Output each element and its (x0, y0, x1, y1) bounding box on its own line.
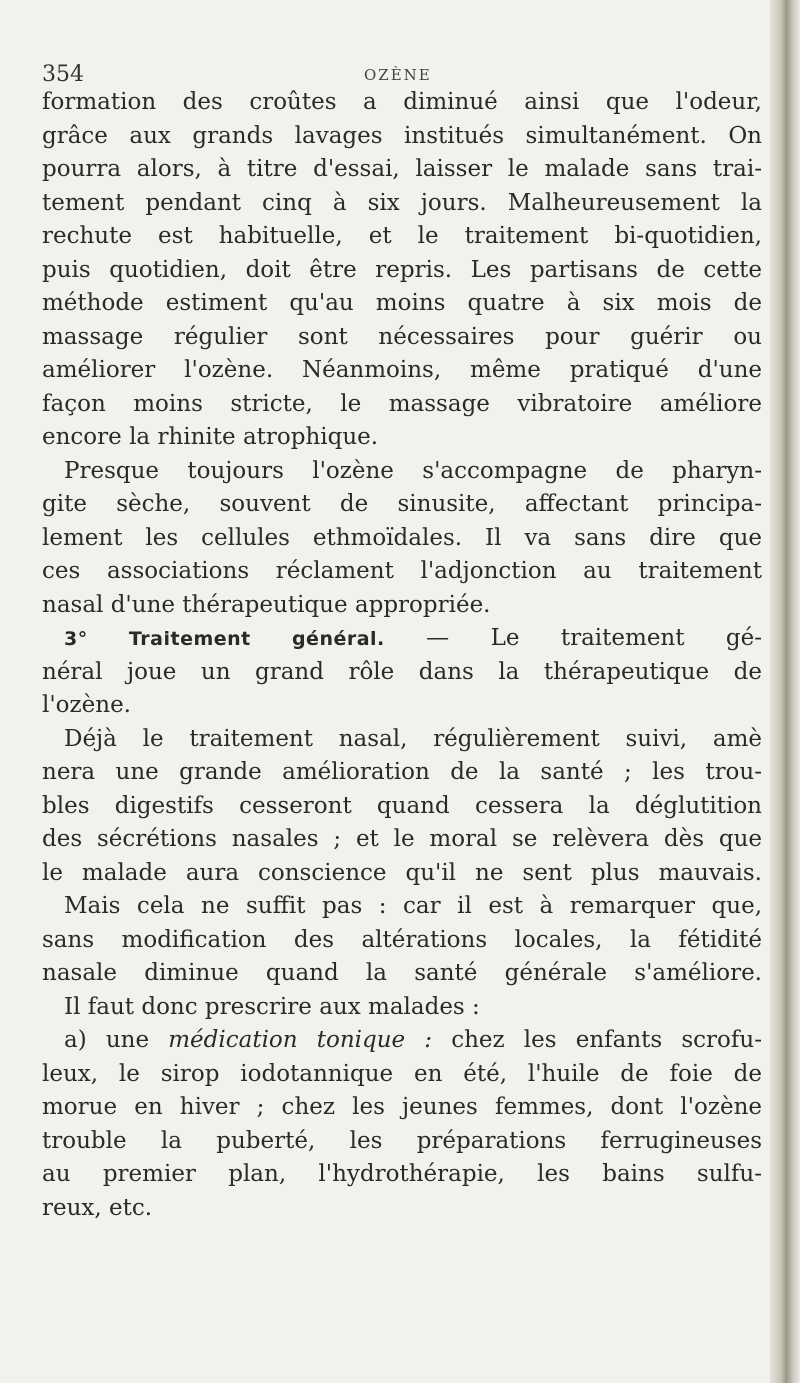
line-text: nera une grande amélioration de la santé ; les trou- (42, 759, 762, 785)
text-line (42, 153, 762, 187)
text-line (42, 254, 762, 288)
line-text: Presque toujours l'ozène s'accompagne de pharyn- (64, 457, 762, 484)
text-line (42, 321, 762, 355)
line-text: puis quotidien, doit être repris. Les partisans de cette (42, 256, 762, 283)
line-text: améliorer l'ozène. Néanmoins, même pratiqué d'une (42, 357, 762, 383)
page-number: 354 (42, 62, 84, 87)
line-text: sans modification des altérations locales, la fétidité (42, 926, 762, 953)
line-text: bles digestifs cesseront quand cessera la déglutition (42, 792, 762, 819)
line-text: au premier plan, l'hydrothérapie, les bains sulfu- (42, 1161, 762, 1187)
italic-term: médication tonique : (168, 1027, 433, 1053)
text-line (42, 1091, 762, 1125)
line-text: morue en hiver ; chez les jeunes femmes, dont l'ozène (42, 1094, 762, 1120)
text-line (42, 220, 762, 254)
text-line (42, 1192, 762, 1226)
line-prefix: a) une (64, 1027, 169, 1053)
text-line (42, 555, 762, 589)
line-text: massage régulier sont nécessaires pour guérir ou (42, 323, 762, 350)
line-text: lement les cellules ethmoïdales. Il va sans dire que (42, 524, 762, 551)
text-line (42, 991, 762, 1025)
page-edge-shadow (770, 0, 800, 1383)
text-line (42, 187, 762, 221)
text-line (42, 287, 762, 321)
text-line (42, 120, 762, 154)
text-line (42, 1125, 762, 1159)
line-text: grâce aux grands lavages institués simultanément. On (42, 122, 762, 149)
text-line (42, 723, 762, 757)
text-line (42, 823, 762, 857)
line-text: pourra alors, à titre d'essai, laisser le malade sans trai- (42, 156, 762, 182)
line-text: le malade aura conscience qu'il ne sent plus mauvais. (42, 859, 762, 886)
text-line (42, 1024, 762, 1058)
text-line (42, 354, 762, 388)
text-line (42, 388, 762, 422)
text-line (42, 689, 762, 723)
text-line (42, 790, 762, 824)
text-line (42, 890, 762, 924)
line-text: nasal d'une thérapeutique appropriée. (42, 591, 491, 618)
line-text: l'ozène. (42, 692, 131, 718)
text-line (42, 756, 762, 790)
text-line (42, 488, 762, 522)
line-text: encore la rhinite atrophique. (42, 424, 379, 450)
line-text: leux, le sirop iodotannique en été, l'huile de foie de (42, 1060, 762, 1087)
running-head: OZÈNE (364, 66, 432, 84)
text-line (42, 622, 762, 656)
line-text: trouble la puberté, les préparations ferrugineuses (42, 1127, 762, 1154)
line-text: Mais cela ne suffit pas : car il est à remarquer que, (64, 893, 762, 919)
text-line (42, 857, 762, 891)
line-text: Déjà le traitement nasal, régulièrement suivi, amè (64, 725, 762, 752)
text-line (42, 589, 762, 623)
line-text: gite sèche, souvent de sinusite, affectant principa- (42, 491, 762, 517)
line-text: Il faut donc prescrire aux malades : (64, 993, 480, 1020)
text-line (42, 656, 762, 690)
body-text (42, 86, 762, 1225)
text-line (42, 1158, 762, 1192)
line-text: néral joue un grand rôle dans la thérapeutique de (42, 658, 762, 685)
line-text: rechute est habituelle, et le traitement bi-quotidien, (42, 223, 762, 249)
line-text: nasale diminue quand la santé générale s'améliore. (42, 960, 762, 986)
text-line (42, 421, 762, 455)
text-line (42, 522, 762, 556)
text-line (42, 924, 762, 958)
line-text: façon moins stricte, le massage vibratoire améliore (42, 390, 762, 417)
section-heading: 3° Traitement général. (64, 628, 385, 650)
line-text: — Le traitement gé- (384, 625, 762, 651)
line-text: reux, etc. (42, 1194, 153, 1221)
line-text: chez les enfants scrofu- (432, 1027, 762, 1053)
text-line (42, 455, 762, 489)
text-line (42, 957, 762, 991)
line-text: ces associations réclament l'adjonction au traitement (42, 558, 762, 584)
line-text: méthode estiment qu'au moins quatre à six mois de (42, 290, 762, 316)
line-text: formation des croûtes a diminué ainsi que l'odeur, (42, 89, 762, 115)
text-line (42, 86, 762, 120)
text-line (42, 1058, 762, 1092)
line-text: des sécrétions nasales ; et le moral se relèvera dès que (42, 826, 762, 852)
line-text: tement pendant cinq à six jours. Malheureusement la (42, 189, 762, 216)
